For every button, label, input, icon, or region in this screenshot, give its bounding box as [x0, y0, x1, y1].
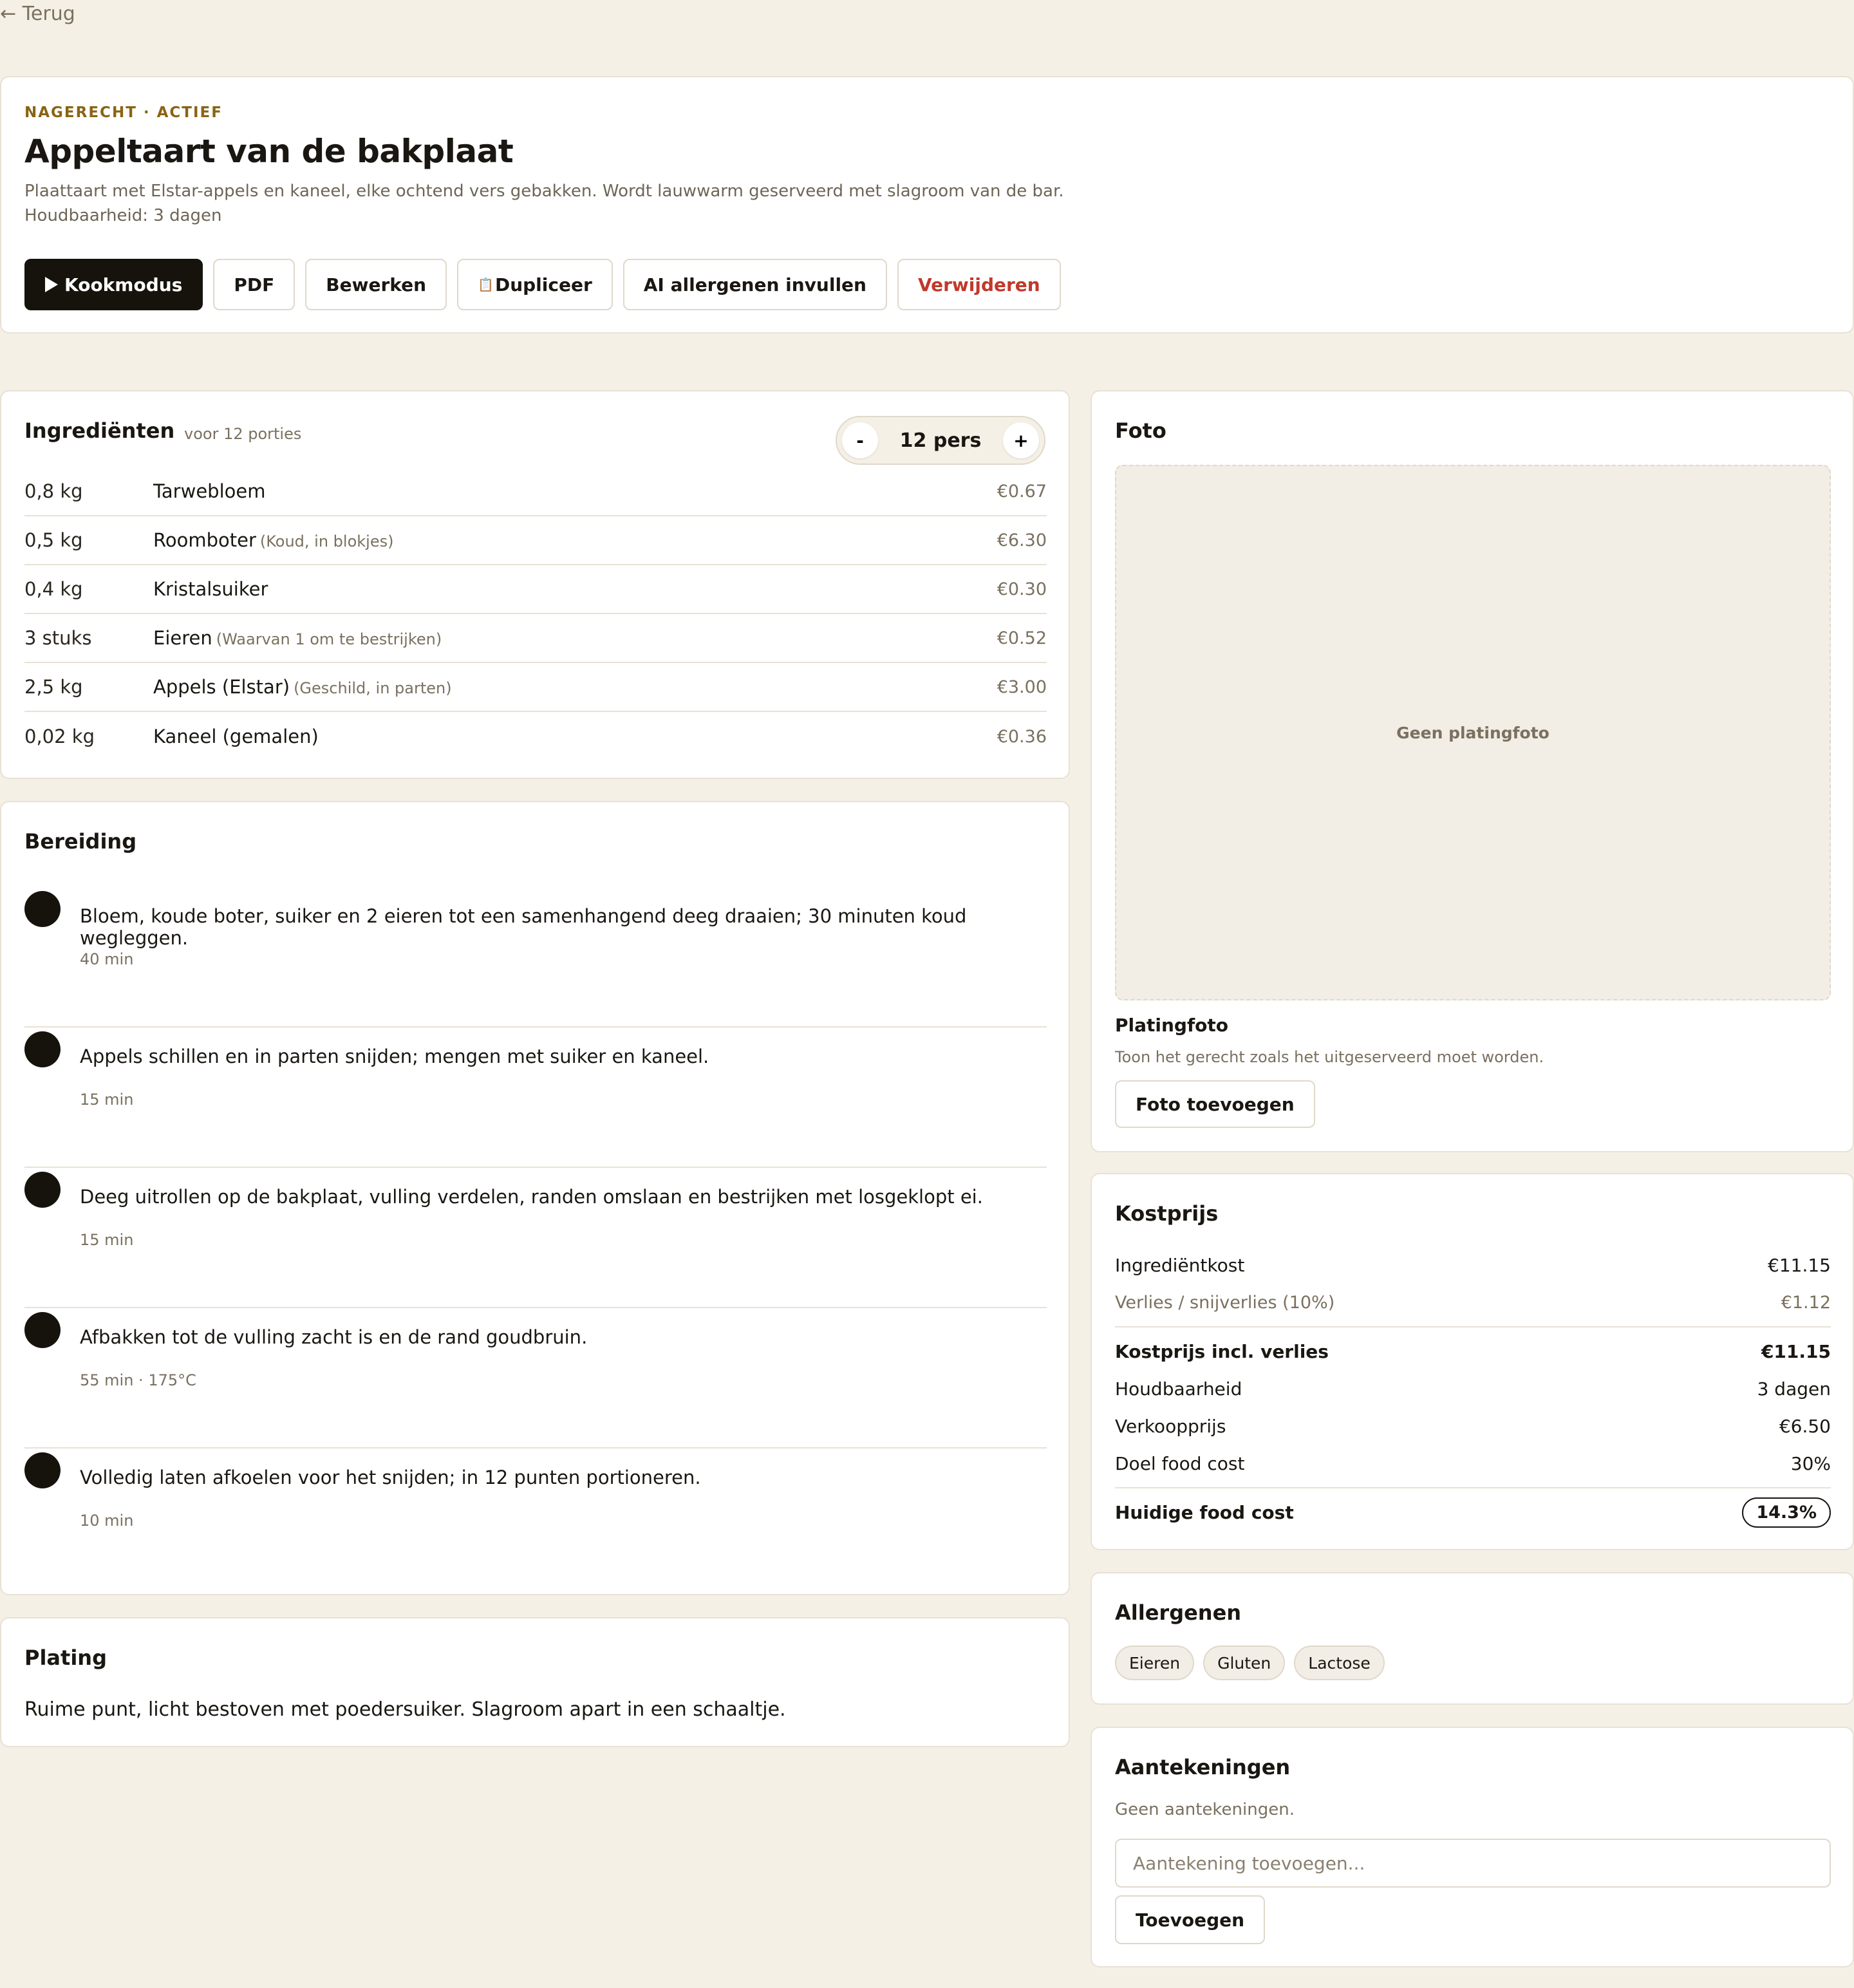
cost-label: Huidige food cost — [1115, 1501, 1294, 1523]
step-text: Appels schillen en in parten snijden; mengen met suiker en kaneel. — [80, 1046, 709, 1067]
decrease-portions-button[interactable]: - — [842, 422, 878, 458]
allergen-chip: Lactose — [1294, 1646, 1385, 1680]
back-link[interactable]: ← Terug — [0, 3, 75, 25]
photo-card — [1091, 390, 1854, 1152]
cost-row-ingredients — [1115, 1246, 1831, 1284]
add-photo-button[interactable]: Foto toevoegen — [1115, 1080, 1315, 1128]
step-marker — [24, 1031, 61, 1067]
cost-label: Verkoopprijs — [1115, 1415, 1226, 1437]
notes-card — [1091, 1727, 1854, 1967]
ingredient-price: €0.52 — [997, 628, 1047, 648]
ingredient-price: €3.00 — [997, 677, 1047, 697]
ingredient-name: Kristalsuiker — [153, 578, 268, 600]
allergen-chip: Eieren — [1115, 1646, 1194, 1680]
preparation-step — [24, 1308, 1047, 1449]
cost-value: 30% — [1790, 1452, 1831, 1474]
ingredient-quantity: 0,5 kg — [24, 529, 83, 551]
photo-title: Foto — [1115, 418, 1166, 443]
allergen-chip: Gluten — [1203, 1646, 1285, 1680]
step-marker — [24, 1172, 61, 1208]
pdf-button[interactable]: PDF — [213, 259, 295, 310]
cost-label: Doel food cost — [1115, 1452, 1245, 1474]
step-text: Volledig laten afkoelen voor het snijden; in 12 punten portioneren. — [80, 1467, 701, 1488]
ingredient-row — [24, 712, 1047, 761]
plating-card — [0, 1617, 1070, 1747]
ingredient-list — [24, 467, 1047, 761]
recipe-title: Appeltaart van de bakplaat — [24, 133, 514, 170]
cost-value: €6.50 — [1779, 1415, 1831, 1437]
ingredient-quantity: 3 stuks — [24, 627, 92, 649]
preparation-step — [24, 1168, 1047, 1308]
note-input[interactable] — [1115, 1839, 1831, 1888]
recipe-category-status: NAGERECHT · ACTIEF — [24, 104, 223, 121]
add-note-button[interactable]: Toevoegen — [1115, 1895, 1265, 1944]
cost-breakdown — [1115, 1246, 1831, 1531]
divider — [1115, 1326, 1831, 1327]
step-duration: 15 min — [80, 1231, 134, 1249]
cost-label: Ingrediëntkost — [1115, 1254, 1245, 1276]
preparation-step — [24, 1027, 1047, 1168]
cost-label: Houdbaarheid — [1115, 1378, 1242, 1400]
ingredient-note: (Koud, in blokjes) — [259, 532, 394, 550]
recipe-shelf-life: Houdbaarheid: 3 dagen — [24, 206, 222, 225]
step-marker — [24, 1452, 61, 1488]
duplicate-label: Dupliceer — [494, 274, 592, 295]
cook-mode-button[interactable] — [24, 259, 203, 310]
cost-row-loss — [1115, 1284, 1831, 1321]
photo-placeholder-text: Geen platingfoto — [1396, 723, 1550, 742]
edit-button[interactable]: Bewerken — [305, 259, 447, 310]
step-duration: 40 min — [80, 950, 134, 968]
cook-mode-label: Kookmodus — [64, 274, 183, 295]
duplicate-button[interactable] — [457, 259, 613, 310]
ingredient-name: Appels (Elstar) — [153, 676, 290, 698]
preparation-steps — [24, 887, 1047, 1589]
cost-label: Verlies / snijverlies (10%) — [1115, 1292, 1335, 1313]
recipe-description: Plaattaart met Elstar-appels en kaneel, elke ochtend vers gebakken. Wordt lauwwarm geserveerd met slagroom van de bar. — [24, 182, 1064, 201]
cost-row-total — [1115, 1333, 1831, 1370]
ingredient-row — [24, 614, 1047, 663]
ingredient-note: (Waarvan 1 om te bestrijken) — [216, 630, 442, 648]
ingredient-note: (Geschild, in parten) — [294, 679, 452, 697]
ingredient-quantity: 0,02 kg — [24, 726, 95, 747]
ai-allergens-button[interactable]: AI allergenen invullen — [623, 259, 887, 310]
ingredients-card — [0, 390, 1070, 779]
ingredient-quantity: 2,5 kg — [24, 676, 83, 698]
ingredient-name: Kaneel (gemalen) — [153, 726, 319, 747]
ingredient-name: Tarwebloem — [153, 480, 266, 502]
photo-placeholder — [1115, 465, 1831, 1000]
portion-stepper — [836, 416, 1045, 465]
portion-count: 12 pers — [899, 429, 982, 452]
ingredient-quantity: 0,8 kg — [24, 480, 83, 502]
cost-title: Kostprijs — [1115, 1201, 1219, 1226]
cost-value: €1.12 — [1781, 1292, 1831, 1313]
step-duration: 10 min — [80, 1512, 134, 1530]
notes-empty-state: Geen aantekeningen. — [1115, 1800, 1295, 1819]
play-icon — [45, 277, 58, 292]
notes-title: Aantekeningen — [1115, 1755, 1291, 1779]
ingredient-row — [24, 663, 1047, 712]
ingredient-name: Roomboter — [153, 529, 256, 551]
allergens-card — [1091, 1572, 1854, 1705]
food-cost-badge: 14.3% — [1742, 1497, 1831, 1528]
increase-portions-button[interactable]: + — [1003, 422, 1039, 458]
ingredient-price: €0.30 — [997, 579, 1047, 599]
ingredient-price: €0.36 — [997, 726, 1047, 747]
ingredients-portions: voor 12 porties — [184, 425, 302, 443]
plating-photo-help: Toon het gerecht zoals het uitgeserveerd moet worden. — [1115, 1048, 1544, 1066]
cost-value: 3 dagen — [1757, 1378, 1831, 1400]
allergens-title: Allergenen — [1115, 1600, 1242, 1625]
divider — [1115, 1487, 1831, 1488]
preparation-step — [24, 887, 1047, 1027]
cost-row-shelf-life — [1115, 1370, 1831, 1407]
step-duration: 15 min — [80, 1091, 134, 1109]
ingredient-name: Eieren — [153, 627, 212, 649]
recipe-actions — [24, 259, 1061, 310]
step-marker — [24, 1312, 61, 1348]
preparation-card — [0, 801, 1070, 1595]
cost-row-sell-price — [1115, 1407, 1831, 1445]
plating-photo-label: Platingfoto — [1115, 1015, 1229, 1036]
step-text: Deeg uitrollen op de bakplaat, vulling verdelen, randen omslaan en bestrijken met losgeklopt ei. — [80, 1186, 983, 1208]
ingredient-row — [24, 516, 1047, 565]
preparation-step — [24, 1449, 1047, 1589]
step-marker — [24, 891, 61, 927]
ingredient-price: €6.30 — [997, 530, 1047, 550]
recipe-header-card — [0, 76, 1854, 333]
step-text: Afbakken tot de vulling zacht is en de rand goudbruin. — [80, 1326, 588, 1348]
allergen-list — [1115, 1646, 1385, 1680]
duplicate-icon: 📋 — [478, 277, 494, 292]
step-text: Bloem, koude boter, suiker en 2 eieren tot een samenhangend deeg draaien; 30 minuten koud wegleggen. — [80, 905, 967, 949]
cost-label: Kostprijs incl. verlies — [1115, 1340, 1329, 1362]
plating-title: Plating — [24, 1646, 107, 1670]
step-duration: 55 min · 175°C — [80, 1371, 196, 1389]
cost-row-current — [1115, 1494, 1831, 1531]
ingredient-row — [24, 565, 1047, 614]
ingredients-title: Ingrediënten — [24, 418, 175, 443]
delete-button[interactable]: Verwijderen — [897, 259, 1061, 310]
cost-row-target — [1115, 1445, 1831, 1482]
cost-value: €11.15 — [1761, 1340, 1831, 1362]
preparation-title: Bereiding — [24, 829, 137, 854]
ingredient-price: €0.67 — [997, 481, 1047, 502]
plating-text: Ruime punt, licht bestoven met poedersuiker. Slagroom apart in een schaaltje. — [24, 1698, 786, 1721]
ingredient-quantity: 0,4 kg — [24, 578, 83, 600]
cost-card — [1091, 1173, 1854, 1550]
cost-value: €11.15 — [1768, 1254, 1831, 1276]
ingredient-row — [24, 467, 1047, 516]
